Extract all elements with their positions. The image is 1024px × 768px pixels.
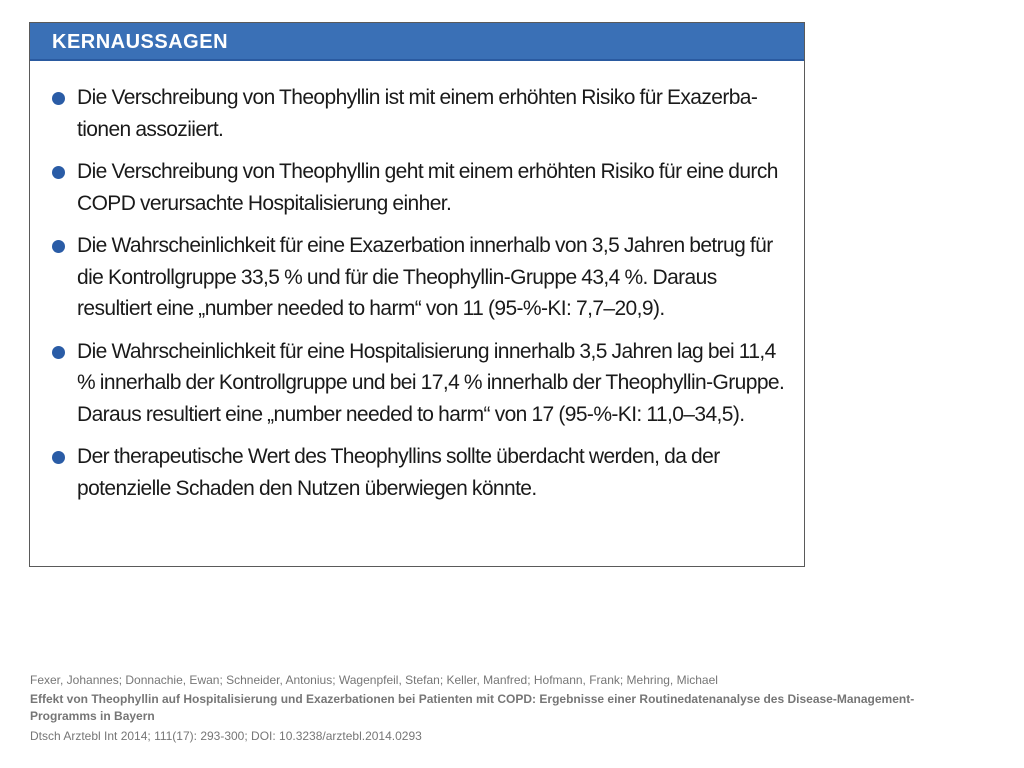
key-message-item [30,441,804,504]
key-message-item [30,82,804,145]
bullet-dot-icon [52,240,65,253]
citation-source: Dtsch Arztebl Int 2014; 111(17): 293-300; DOI: 10.3238/arztebl.2014.0293 [30,729,422,743]
key-message-text: Die Wahrscheinlichkeit für eine Exazerbation innerhalb von 3,5 Jahren betrug für die Kontrollgruppe 33,5 % und für die Theophyllin-Gruppe 43,4 %. Daraus resultiert eine „number needed to harm“ von 11 (95-%-KI: 7,7–20,9). [77,234,773,320]
bullet-dot-icon [52,346,65,359]
citation-authors: Fexer, Johannes; Donnachie, Ewan; Schneider, Antonius; Wagenpfeil, Stefan; Keller, Manfred; Hofmann, Frank; Mehring, Michael [30,673,718,687]
key-message-item [30,156,804,219]
citation [30,672,980,745]
key-message-text: Die Verschreibung von Theophyllin geht mit einem erhöhten Risiko für eine durch COPD verursachte Hospitalisierung einher. [77,160,778,215]
bullet-dot-icon [52,92,65,105]
key-message-text: Die Verschreibung von Theophyllin ist mit einem erhöhten Risiko für Exazerba-tionen assoziiert. [77,86,758,141]
key-messages-list [30,82,804,515]
key-message-item [30,230,804,325]
key-message-text: Der therapeutische Wert des Theophyllins sollte überdacht werden, da der potenzielle Schaden den Nutzen überwiegen könnte. [77,445,720,500]
citation-title: Effekt von Theophyllin auf Hospitalisierung und Exazerbationen bei Patienten mit COPD: Ergebnisse einer Routinedatenanalyse des Disease-Management-Programms in Bayern [30,692,915,723]
key-message-text: Die Wahrscheinlichkeit für eine Hospitalisierung innerhalb 3,5 Jahren lag bei 11,4 % innerhalb der Kontrollgruppe und bei 17,4 % innerhalb der Theophyllin-Gruppe. Daraus resultiert eine „number needed to harm“ von 17 (95-%-KI: 11,0–34,5). [77,339,785,426]
bullet-dot-icon [52,451,65,464]
bullet-dot-icon [52,166,65,179]
key-message-item [30,336,804,431]
key-messages-box [29,22,805,567]
key-messages-title: KERNAUSSAGEN [52,31,229,53]
key-messages-header [30,23,804,61]
